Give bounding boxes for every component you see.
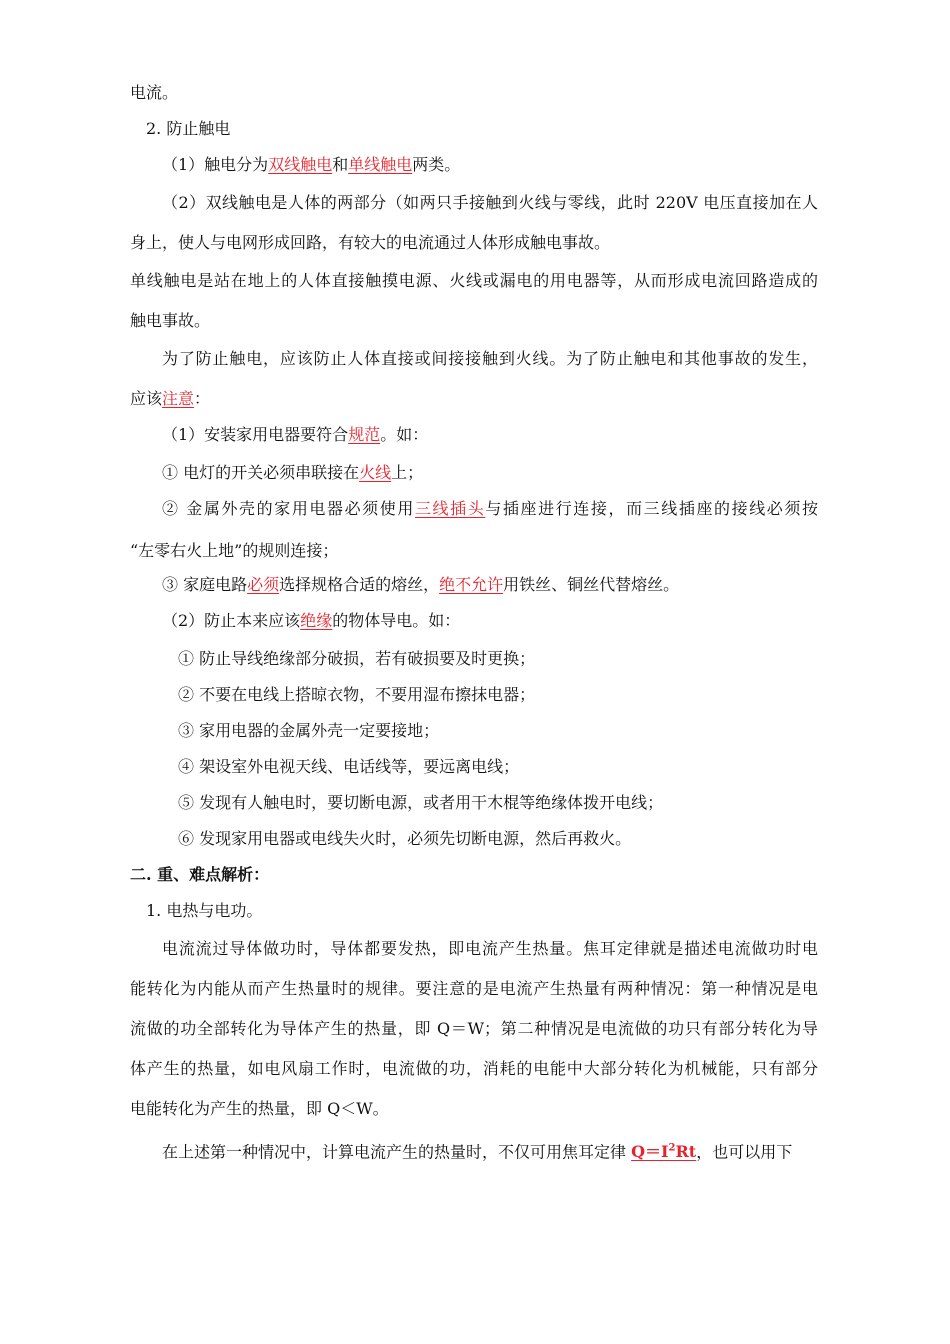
text-run: ② 金属外壳的家用电器必须使用 [162,499,415,518]
keyword-insulated: 绝缘 [300,611,333,630]
text-run: （1）触电分为 [162,155,269,174]
paragraph-line: 电能转化为产生的热量，即 Q＜W。 [130,1099,389,1118]
keyword-live-wire: 火线 [359,463,392,482]
list-item: ① 防止导线绝缘部分破损，若有破损要及时更换； [178,649,536,668]
keyword-must: 必须 [247,575,280,594]
list-item [162,498,818,520]
paragraph-line: 为了防止触电，应该防止人体直接或间接接触到火线。为了防止触电和其他事故的发生， [162,349,818,368]
text-run: 。如： [380,425,429,444]
paragraph-line: 单线触电是站在地上的人体直接触摸电源、火线或漏电的用电器等，从而形成电流回路造成的 [130,271,818,290]
list-item [162,462,423,484]
paragraph-line: 体产生的热量，如电风扇工作时，电流做的功，消耗的电能中大部分转化为机械能，只有部分 [130,1059,818,1078]
list-item [162,424,428,446]
list-item: ③ 家用电器的金属外壳一定要接地； [178,721,440,740]
keyword-double-line-shock: 双线触电 [268,155,333,174]
text-run: 在上述第一种情况中，计算电流产生的热量时，不仅可用焦耳定律 [162,1142,632,1162]
list-item: ⑥ 发现家用电器或电线失火时，必须先切断电源，然后再救火。 [178,829,632,848]
text-run: （1）安装家用电器要符合 [162,425,349,444]
formula-joule-law [631,1142,696,1161]
formula-part: Q＝I [631,1142,669,1162]
formula-part: Rt [675,1142,697,1162]
text-run: ，也可以用下 [696,1142,793,1162]
paragraph-line: “左零右火上地”的规则连接； [130,541,339,560]
paragraph-line: 能转化为内能从而产生热量时的规律。要注意的是电流产生热量有两种情况：第一种情况是电 [130,979,818,998]
paragraph-line: 流做的功全部转化为导体产生的热量，即 Q＝W；第二种情况是电流做的功只有部分转化为导 [130,1019,818,1038]
text-run: （2）防止本来应该 [162,611,301,630]
text-run: ③ 家庭电路 [162,575,248,594]
text-run: 用铁丝、铜丝代替熔丝。 [503,575,680,594]
keyword-never-allowed: 绝不允许 [439,575,504,594]
paragraph-line [130,388,210,410]
list-item: ⑤ 发现有人触电时，要切断电源，或者用干木棍等绝缘体拨开电线； [178,793,664,812]
paragraph-line: 身上，使人与电网形成回路，有较大的电流通过人体形成触电事故。 [130,233,611,252]
text-run: 与插座进行连接，而三线插座的接线必须按 [485,499,818,518]
paragraph-fragment: 电流。 [130,83,179,102]
text-run: 应该 [130,389,163,408]
list-item [162,610,460,632]
list-item: ④ 架设室外电视天线、电话线等，要远离电线； [178,757,520,776]
paragraph-line: （2）双线触电是人体的两部分（如两只手接触到火线与零线，此时 220V 电压直接加在人 [162,193,818,212]
text-run: 的物体导电。如： [332,611,461,630]
text-run: 和 [332,155,349,174]
text-run: 上； [391,463,424,482]
text-run: ① 电灯的开关必须串联接在 [162,463,360,482]
paragraph-line: 电流流过导体做功时，导体都要发热，即电流产生热量。焦耳定律就是描述电流做功时电 [162,939,818,958]
keyword-three-pin-plug: 三线插头 [414,499,486,518]
list-item: ② 不要在电线上搭晾衣物，不要用湿布擦抹电器； [178,685,536,704]
section-heading-key-points: 二. 重、难点解析： [130,865,270,884]
list-item [162,574,679,596]
keyword-standard: 规范 [348,425,381,444]
paragraph-line [162,1138,792,1163]
text-run: 选择规格合适的熔丝， [279,575,440,594]
keyword-attention: 注意 [162,389,195,408]
shock-types-line [162,154,460,176]
text-run: ： [194,389,211,408]
section-heading-prevent-shock: 2. 防止触电 [146,119,231,138]
formula-exponent: 2 [668,1143,676,1154]
text-run: 两类。 [412,155,461,174]
keyword-single-line-shock: 单线触电 [348,155,413,174]
subsection-heading: 1. 电热与电功。 [146,901,263,920]
paragraph-line: 触电事故。 [130,311,211,330]
